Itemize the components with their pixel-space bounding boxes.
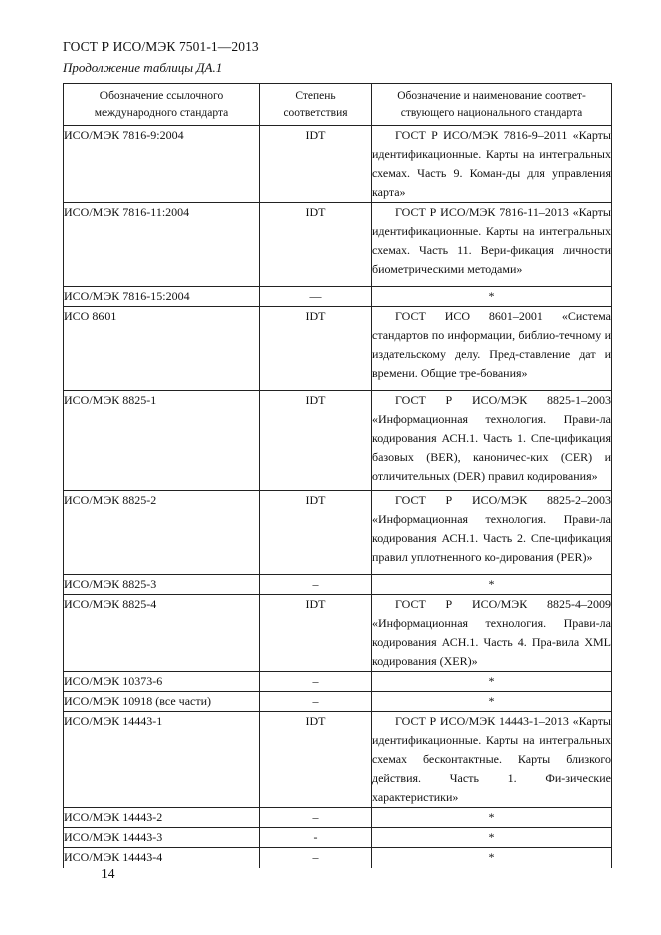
- table-continuation-caption: Продолжение таблицы ДА.1: [63, 60, 223, 75]
- national-standard-text: ГОСТ ИСО 8601–2001 «Система стандартов по информации, библио-течному и издательскому делу. Пред-ставление дат и времени. Общие тре-бования»: [372, 309, 611, 380]
- national-standard-cell: [372, 307, 612, 391]
- degree-cell: –: [260, 848, 372, 868]
- reference-standard-cell: ИСО/МЭК 8825-2: [64, 491, 260, 575]
- degree-cell: –: [260, 575, 372, 595]
- table-row: [64, 491, 612, 575]
- table-row: [64, 203, 612, 287]
- reference-standard-cell: ИСО/МЭК 8825-3: [64, 575, 260, 595]
- reference-standard-cell: ИСО/МЭК 14443-4: [64, 848, 260, 868]
- reference-standard-cell: ИСО/МЭК 14443-3: [64, 828, 260, 848]
- column-header-reference-standard: Обозначение ссылочного международного стандарта: [64, 84, 260, 126]
- reference-standard-cell: ИСО/МЭК 14443-2: [64, 808, 260, 828]
- reference-standard-cell: ИСО/МЭК 7816-11:2004: [64, 203, 260, 287]
- degree-cell: –: [260, 692, 372, 712]
- table-row: [64, 287, 612, 307]
- degree-cell: —: [260, 287, 372, 307]
- degree-cell: IDT: [260, 491, 372, 575]
- standards-correspondence-table: [63, 83, 612, 868]
- national-standard-cell: *: [372, 287, 612, 307]
- table-row: [64, 692, 612, 712]
- national-standard-cell: *: [372, 848, 612, 868]
- national-standard-cell: [372, 712, 612, 808]
- national-standard-text: ГОСТ Р ИСО/МЭК 7816-11–2013 «Карты идентификационные. Карты на интегральных схемах. Часть 11. Вери-фикация личности биометрическими методами»: [372, 205, 611, 276]
- table-row: [64, 391, 612, 491]
- national-standard-cell: *: [372, 692, 612, 712]
- degree-cell: IDT: [260, 126, 372, 203]
- national-standard-cell: *: [372, 808, 612, 828]
- degree-cell: –: [260, 672, 372, 692]
- national-standard-text: ГОСТ Р ИСО/МЭК 8825-1–2003 «Информационная технология. Прави-ла кодирования АСН.1. Часть 1. Спе-цификация базовых (BER), каноничес-ких (CER) и отличительных (DER) правил кодирования»: [372, 393, 611, 483]
- table-header-row: [64, 84, 612, 126]
- reference-standard-cell: ИСО 8601: [64, 307, 260, 391]
- national-standard-text: ГОСТ Р ИСО/МЭК 8825-2–2003 «Информационная технология. Прави-ла кодирования АСН.1. Часть 2. Спе-цификация правил уплотненного ко-дирования (PER)»: [372, 493, 611, 564]
- document-code: ГОСТ Р ИСО/МЭК 7501-1—2013: [63, 39, 259, 54]
- table-row: [64, 672, 612, 692]
- degree-cell: IDT: [260, 391, 372, 491]
- degree-cell: IDT: [260, 203, 372, 287]
- reference-standard-cell: ИСО/МЭК 14443-1: [64, 712, 260, 808]
- national-standard-cell: [372, 491, 612, 575]
- national-standard-text: ГОСТ Р ИСО/МЭК 8825-4–2009 «Информационная технология. Прави-ла кодирования АСН.1. Часть 4. Пра-вила XML кодирования (XER)»: [372, 597, 611, 668]
- table-row: [64, 307, 612, 391]
- national-standard-cell: [372, 203, 612, 287]
- degree-cell: IDT: [260, 712, 372, 808]
- column-header-degree: Степень соответствия: [260, 84, 372, 126]
- reference-standard-cell: ИСО/МЭК 8825-1: [64, 391, 260, 491]
- national-standard-cell: [372, 595, 612, 672]
- reference-standard-cell: ИСО/МЭК 7816-9:2004: [64, 126, 260, 203]
- table-row: [64, 126, 612, 203]
- national-standard-cell: *: [372, 828, 612, 848]
- reference-standard-cell: ИСО/МЭК 10373-6: [64, 672, 260, 692]
- page-number: 14: [101, 866, 115, 881]
- national-standard-text: ГОСТ Р ИСО/МЭК 7816-9–2011 «Карты идентификационные. Карты на интегральных схемах. Часть 9. Коман-ды для управления карта»: [372, 128, 611, 199]
- national-standard-cell: *: [372, 672, 612, 692]
- national-standard-cell: *: [372, 575, 612, 595]
- reference-standard-cell: ИСО/МЭК 8825-4: [64, 595, 260, 672]
- column-header-national-standard: Обозначение и наименование соответ-ствующего национального стандарта: [372, 84, 612, 126]
- national-standard-cell: [372, 126, 612, 203]
- table-row: [64, 828, 612, 848]
- table-row: [64, 808, 612, 828]
- table-row: [64, 712, 612, 808]
- table-row: [64, 848, 612, 868]
- degree-cell: IDT: [260, 307, 372, 391]
- national-standard-cell: [372, 391, 612, 491]
- reference-standard-cell: ИСО/МЭК 10918 (все части): [64, 692, 260, 712]
- table-row: [64, 575, 612, 595]
- national-standard-text: ГОСТ Р ИСО/МЭК 14443-1–2013 «Карты идентификационные. Карты на интегральных схемах бесконтактные. Карты близкого действия. Часть 1. Фи-зические характеристики»: [372, 714, 611, 804]
- degree-cell: –: [260, 808, 372, 828]
- reference-standard-cell: ИСО/МЭК 7816-15:2004: [64, 287, 260, 307]
- table-row: [64, 595, 612, 672]
- degree-cell: IDT: [260, 595, 372, 672]
- table-body: [64, 126, 612, 868]
- degree-cell: -: [260, 828, 372, 848]
